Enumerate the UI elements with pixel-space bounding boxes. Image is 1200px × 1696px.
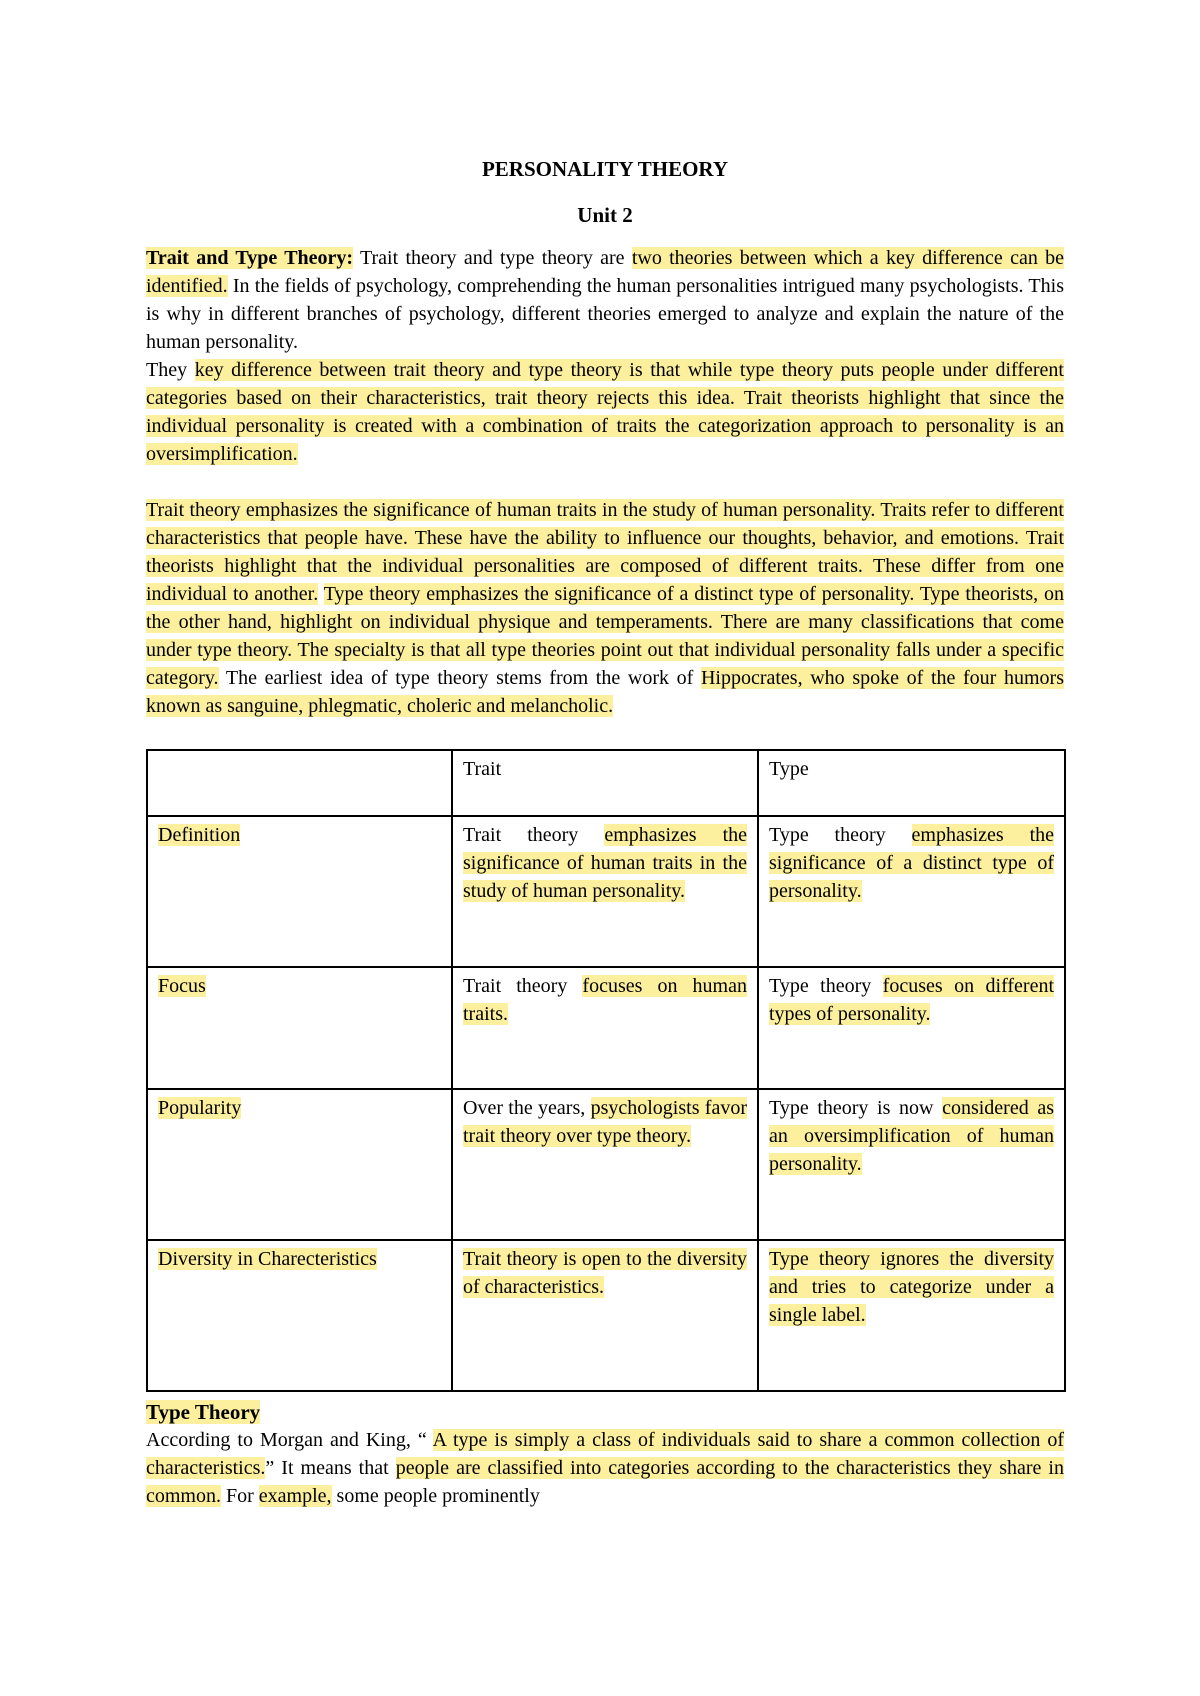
type-theory-paragraph	[146, 1426, 1064, 1510]
comparison-table	[146, 749, 1066, 1392]
trait-highlight: Trait theory is open to the diversity of characteristics.	[463, 1248, 747, 1298]
trait-cell	[452, 967, 758, 1089]
type-highlight: Type theory ignores the diversity and tries to categorize under a single label.	[769, 1248, 1054, 1326]
row-label: Popularity	[158, 1097, 242, 1119]
table-row	[147, 967, 1065, 1089]
para2-space	[318, 583, 324, 605]
type-cell	[758, 816, 1065, 967]
row-label-cell	[147, 967, 452, 1089]
type-theory-heading	[146, 1398, 1064, 1426]
para2-highlight-2: Type theory emphasizes the significance of a distinct type of personality. Type theorists, on the other hand, highlight on individual physique and temperaments. There are many classifications that come under type theory. The specialty is that all type theories point out that individual personality falls under a specific category.	[146, 583, 1065, 689]
type-highlight: considered as an oversimplification of human personality.	[769, 1097, 1054, 1175]
trait-text: Over the years,	[463, 1097, 591, 1119]
table-row	[147, 816, 1065, 967]
trait-highlight: emphasizes the significance of human traits in the study of human personality.	[463, 824, 748, 902]
intro-highlight-2: key difference between trait theory and type theory is that while type theory puts people under different categories based on their characteristics, trait theory rejects this idea. Trait theorists highlight that since the individual personality is created with a combination of traits the categorization approach to personality is an oversimplification.	[146, 359, 1064, 465]
row-label-cell	[147, 816, 452, 967]
para2-text-1: The earliest idea of type theory stems from the work of	[218, 667, 701, 689]
para2-highlight-3: Hippocrates, who spoke of the four humors known as sanguine, phlegmatic, choleric and melancholic.	[146, 667, 1064, 717]
type-highlight: focuses on different types of personality.	[769, 975, 1055, 1025]
table-row	[147, 1240, 1065, 1391]
document-title: PERSONALITY THEORY	[481, 157, 729, 181]
intro-paragraph	[146, 244, 1064, 468]
table-header-row	[147, 750, 1065, 816]
type-cell	[758, 1089, 1065, 1240]
row-label-cell	[147, 1240, 452, 1391]
type-theory-text-1: According to Morgan and King, “	[146, 1429, 433, 1451]
trait-highlight: focuses on human traits.	[463, 975, 747, 1025]
type-text: Type theory is now	[769, 1097, 943, 1119]
type-theory-highlight-3: example,	[258, 1485, 332, 1507]
unit-heading: Unit 2	[577, 203, 633, 227]
trait-cell	[452, 1240, 758, 1391]
intro-text-2: In the fields of psychology, comprehending the human personalities intrigued many psychologists. This is why in different branches of psychology, different theories emerged to analyze and explain the nature of the human personality.	[146, 275, 1064, 353]
trait-highlight: psychologists favor trait theory over type theory.	[463, 1097, 747, 1147]
type-theory-highlight-2: people are classified into categories according to the characteristics they share in common.	[146, 1457, 1064, 1507]
trait-text: Trait theory	[463, 824, 605, 846]
type-cell	[758, 1240, 1065, 1391]
table-row	[147, 1089, 1065, 1240]
trait-text: Trait theory	[463, 975, 583, 997]
type-theory-text-2: ” It means that	[265, 1457, 396, 1479]
type-theory-highlight-1: A type is simply a class of individuals said to share a common collection of characteristics.	[146, 1429, 1064, 1479]
row-label: Diversity in Charecteristics	[158, 1248, 377, 1270]
header-cell-trait: Trait	[452, 750, 758, 816]
trait-cell	[452, 816, 758, 967]
intro-heading: Trait and Type Theory:	[146, 247, 354, 269]
type-cell	[758, 967, 1065, 1089]
row-label: Focus	[158, 975, 206, 997]
type-text: Type theory	[769, 975, 883, 997]
type-theory-heading-text: Type Theory	[146, 1400, 261, 1424]
header-cell-type: Type	[758, 750, 1065, 816]
row-label: Definition	[158, 824, 241, 846]
intro-text-3: They	[146, 359, 195, 381]
intro-text-1: Trait theory and type theory are	[353, 247, 632, 269]
type-theory-text-3: For	[221, 1485, 259, 1507]
type-theory-text-4: some people prominently	[331, 1485, 540, 1507]
intro-highlight-1: two theories between which a key difference can be identified.	[146, 247, 1064, 297]
para2-highlight-1: Trait theory emphasizes the significance of human traits in the study of human personality. Traits refer to different characteristics that people have. These have the ability to influence our thoughts, behavior, and emotions. Trait theorists highlight that the individual personalities are composed of different traits. These differ from one individual to another.	[146, 499, 1064, 605]
row-label-cell	[147, 1089, 452, 1240]
type-highlight: emphasizes the significance of a distinct type of personality.	[769, 824, 1054, 902]
trait-type-paragraph	[146, 496, 1064, 720]
type-text: Type theory	[769, 824, 912, 846]
trait-cell	[452, 1089, 758, 1240]
header-cell-empty	[147, 750, 452, 816]
